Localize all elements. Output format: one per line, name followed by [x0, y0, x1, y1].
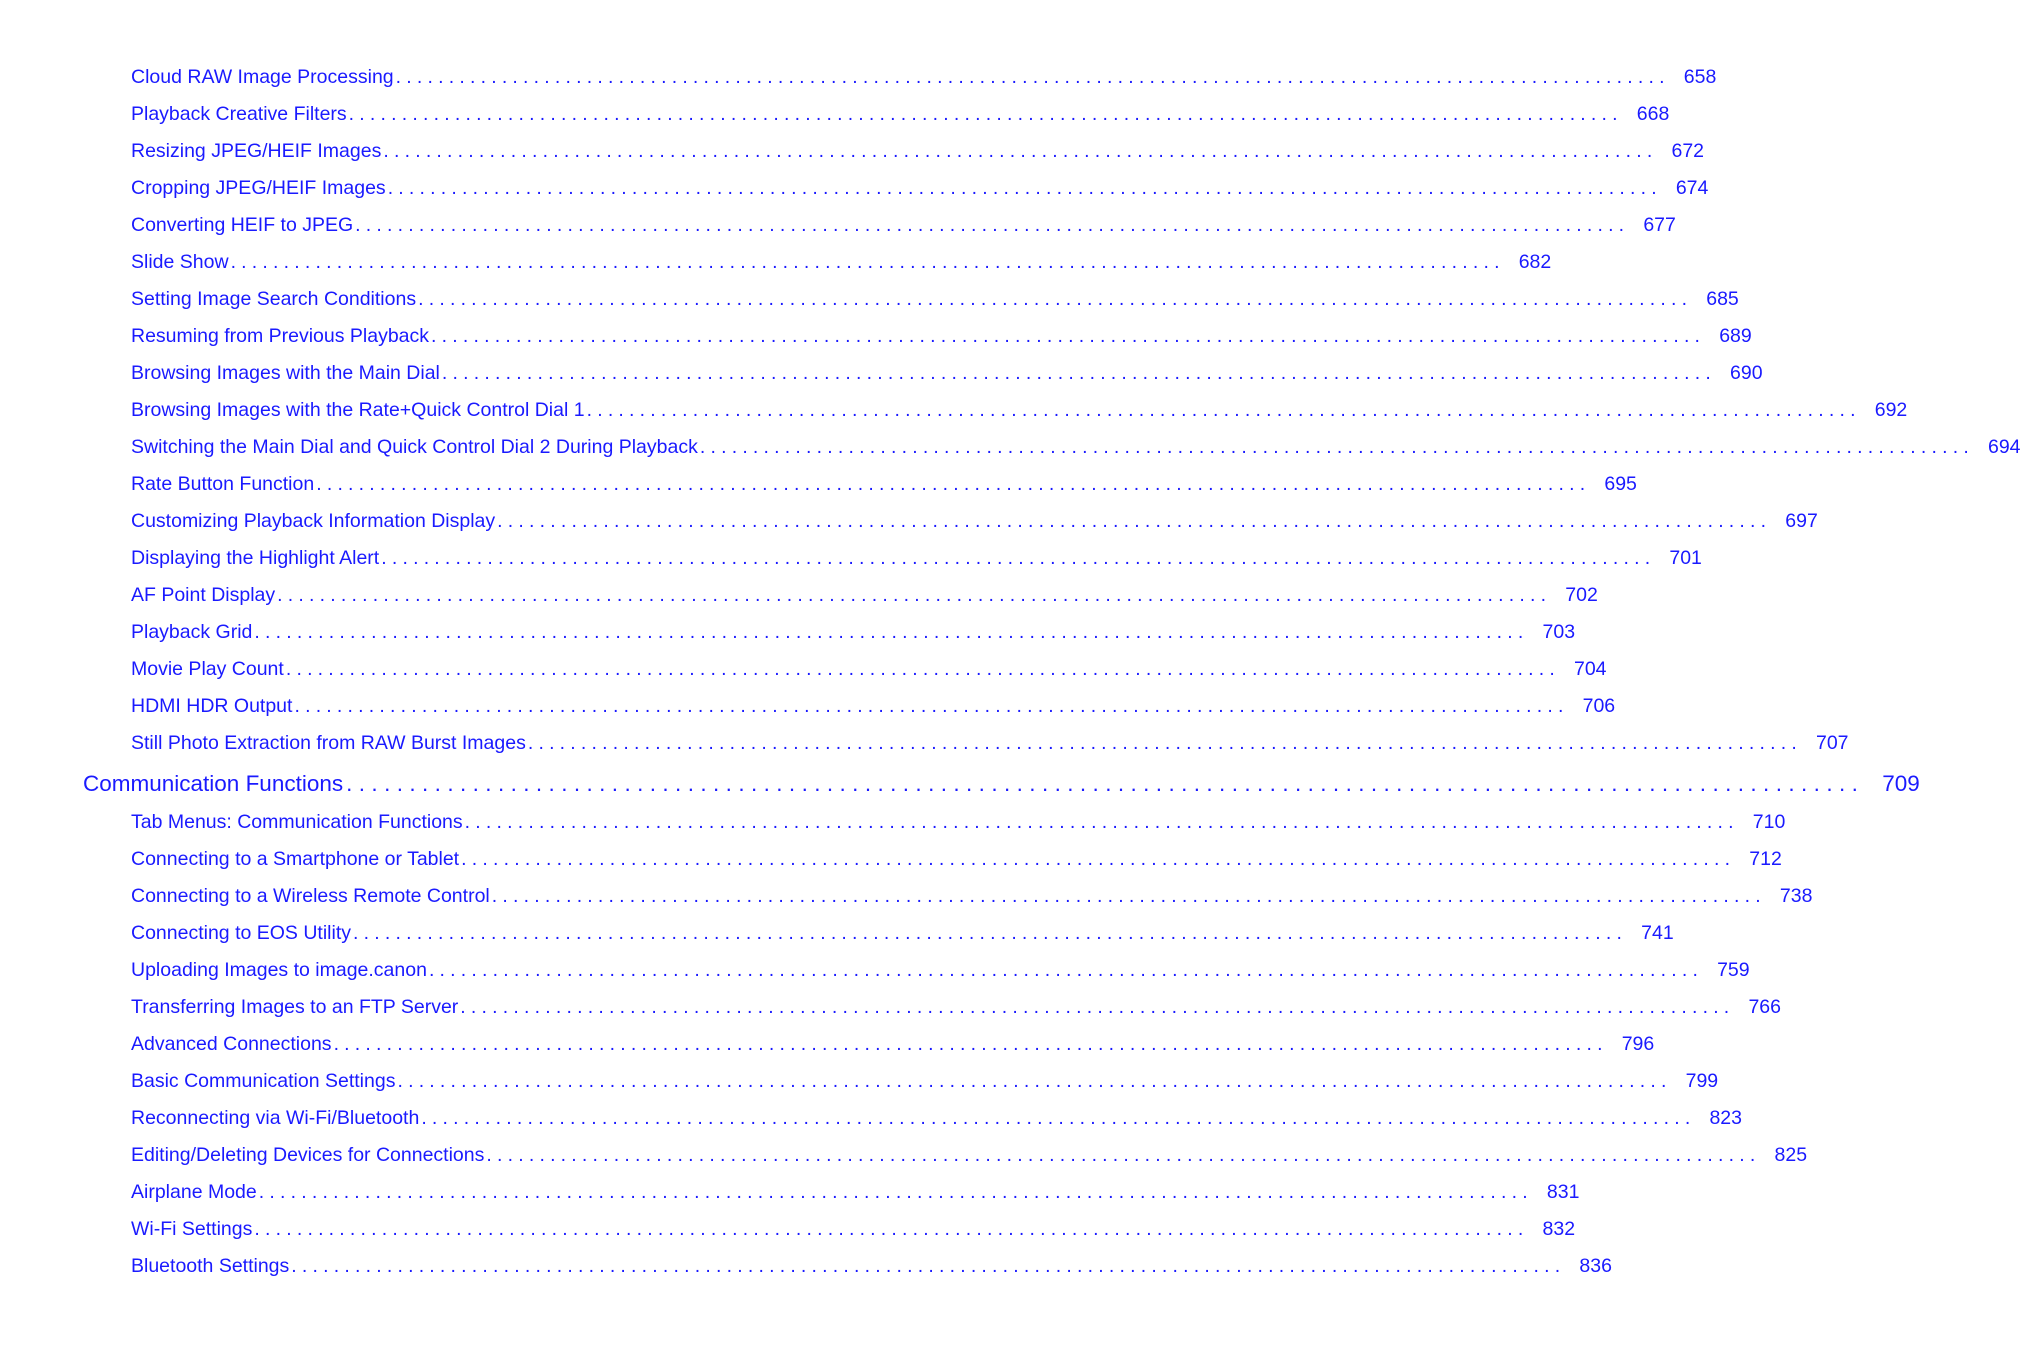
toc-entry-link[interactable]: [131, 286, 1739, 312]
dot-leader: ........................................................................................................................: [348, 103, 1623, 125]
toc-page-number: 706: [1582, 695, 1616, 717]
toc-entry-title: Airplane Mode: [131, 1181, 257, 1203]
toc-entry-link[interactable]: [131, 434, 2021, 460]
toc-page-number: 823: [1709, 1107, 1742, 1129]
toc-entry-title: Connecting to a Wireless Remote Control: [131, 885, 490, 907]
dot-leader: ........................................................................................................................: [333, 1033, 1608, 1055]
toc-entry-link[interactable]: [131, 582, 1598, 608]
toc-entry-title: Browsing Images with the Rate+Quick Control Dial 1: [131, 399, 585, 421]
dot-leader: ........................................................................................................................: [497, 510, 1772, 532]
toc-entry-title: Wi-Fi Settings: [131, 1218, 253, 1240]
toc-page-number: 658: [1683, 66, 1717, 88]
dot-leader: ........................................................................................................................: [285, 658, 1560, 680]
toc-entry-title: Advanced Connections: [131, 1033, 332, 1055]
toc-entry-title: Connecting to a Smartphone or Tablet: [131, 848, 460, 870]
toc-entry-title: Bluetooth Settings: [131, 1255, 290, 1277]
toc-page-number: 674: [1675, 177, 1709, 199]
toc-entry-title: Setting Image Search Conditions: [131, 288, 417, 310]
toc-entry-title: Playback Grid: [131, 621, 253, 643]
toc-entry-link[interactable]: [131, 249, 1552, 275]
toc-entry-link[interactable]: [131, 471, 1637, 497]
toc-entry-title: Transferring Images to an FTP Server: [131, 996, 459, 1018]
toc-page-number: 697: [1785, 510, 1818, 532]
toc-page-number: 689: [1719, 325, 1752, 347]
toc-entry-link[interactable]: [131, 1253, 1612, 1279]
toc-page-number: 738: [1779, 885, 1813, 907]
toc-entry-link[interactable]: [131, 1216, 1576, 1242]
toc-page-number: 712: [1749, 848, 1782, 870]
toc-entry-title: Rate Button Function: [131, 473, 315, 495]
toc-entry-title: Reconnecting via Wi-Fi/Bluetooth: [131, 1107, 420, 1129]
dot-leader: ........................................................................................................................: [699, 436, 1974, 458]
dot-leader: ........................................................................................................................: [527, 732, 1802, 754]
toc-entry-link[interactable]: [131, 1179, 1580, 1205]
toc-entry-link[interactable]: [131, 64, 1717, 90]
dot-leader: ........................................................................................................................: [383, 140, 1658, 162]
toc-page-number: 759: [1717, 959, 1750, 981]
toc-page-number: 709: [1882, 771, 1920, 796]
toc-page-number: 704: [1573, 658, 1607, 680]
toc-page-number: 831: [1546, 1181, 1580, 1203]
toc-entry-title: Uploading Images to image.canon: [131, 959, 427, 981]
toc-entry-link[interactable]: [131, 138, 1705, 164]
toc-entry-link[interactable]: [131, 1105, 1742, 1131]
toc-page-number: 796: [1621, 1033, 1655, 1055]
toc-page-number: 799: [1685, 1070, 1719, 1092]
toc-entry-link[interactable]: [131, 1142, 1808, 1168]
toc-entry-link[interactable]: [131, 101, 1670, 127]
dot-leader: ........................................................................................................................: [254, 621, 1529, 643]
toc-page-number: 707: [1815, 732, 1849, 754]
toc-section-link[interactable]: [83, 769, 1920, 799]
toc-entry-title: Resuming from Previous Playback: [131, 325, 430, 347]
toc-entry-title: Cropping JPEG/HEIF Images: [131, 177, 386, 199]
toc-entry-title: Basic Communication Settings: [131, 1070, 396, 1092]
toc-entry-link[interactable]: [131, 1031, 1655, 1057]
toc-page-number: 690: [1730, 362, 1763, 384]
toc-entry-link[interactable]: [131, 883, 1813, 909]
toc-entry-link[interactable]: [131, 619, 1576, 645]
toc-entry-title: Cloud RAW Image Processing: [131, 66, 394, 88]
dot-leader: ........................................................................................................................: [277, 584, 1552, 606]
dot-leader: ........................................................................................................................: [441, 362, 1717, 384]
toc-entry-title: Switching the Main Dial and Quick Control Dial 2 During Playback: [131, 436, 698, 458]
dot-leader: ........................................................................................................................: [491, 885, 1766, 907]
toc-entry-link[interactable]: [131, 846, 1782, 872]
toc-entry-title: AF Point Display: [131, 584, 276, 606]
dot-leader: ........................................................................................................................: [294, 695, 1569, 717]
dot-leader: ........................................................................................................................: [464, 811, 1739, 833]
dot-leader: ........................................................................................................................: [316, 473, 1591, 495]
dot-leader: ........................................................................................................................: [395, 66, 1670, 88]
toc-entry-link[interactable]: [131, 212, 1676, 238]
dot-leader: ........................................................................................................................: [486, 1144, 1761, 1166]
toc-entry-title: Still Photo Extraction from RAW Burst Images: [131, 732, 526, 754]
dot-leader: ........................................................................................................................: [291, 1255, 1566, 1277]
toc-entry-link[interactable]: [131, 397, 1908, 423]
dot-leader: ........................................................................................................................: [230, 251, 1505, 273]
toc-entry-link[interactable]: [131, 656, 1607, 682]
toc-entry-title: Displaying the Highlight Alert: [131, 547, 380, 569]
dot-leader: ........................................................................................................................: [431, 325, 1706, 347]
toc-page-number: 682: [1518, 251, 1552, 273]
toc-page-number: 836: [1579, 1255, 1612, 1277]
toc-entry-link[interactable]: [131, 809, 1786, 835]
toc-entry-link[interactable]: [131, 508, 1818, 534]
toc-entry-link[interactable]: [131, 1068, 1719, 1094]
toc-page-number: 825: [1774, 1144, 1808, 1166]
toc-entry-title: Resizing JPEG/HEIF Images: [131, 140, 382, 162]
toc-entry-title: Converting HEIF to JPEG: [131, 214, 354, 236]
dot-leader: ........................................................................................................................: [381, 547, 1656, 569]
toc-page-number: 685: [1706, 288, 1739, 310]
toc-entry-title: Browsing Images with the Main Dial: [131, 362, 440, 384]
toc-page-number: 695: [1604, 473, 1637, 495]
dot-leader: ........................................................................................................................: [387, 177, 1662, 199]
toc-entry-title: Slide Show: [131, 251, 229, 273]
toc-page-number: 694: [1987, 436, 2021, 458]
toc-page-number: 668: [1636, 103, 1670, 125]
dot-leader: ........................................................................................................................: [460, 996, 1735, 1018]
dot-leader: ........................................................................................................................: [353, 922, 1628, 944]
toc-page-number: 672: [1671, 140, 1705, 162]
toc-entry-link[interactable]: [131, 994, 1781, 1020]
toc-page-number: 677: [1643, 214, 1676, 236]
dot-leader: ........................................................................................................................: [461, 848, 1736, 870]
toc-entry-link[interactable]: [131, 920, 1674, 946]
dot-leader: ........................................................................................................................: [397, 1070, 1672, 1092]
toc-page-number: 703: [1542, 621, 1576, 643]
dot-leader: ........................................................................................................................: [346, 771, 1865, 796]
dot-leader: ........................................................................................................................: [254, 1218, 1529, 1240]
toc-entry-link[interactable]: [131, 730, 1849, 756]
toc-page-number: 832: [1542, 1218, 1576, 1240]
toc-entry-title: HDMI HDR Output: [131, 695, 293, 717]
toc-entry-link[interactable]: [131, 957, 1750, 983]
toc-entry-title: Tab Menus: Communication Functions: [131, 811, 463, 833]
toc-entry-title: Connecting to EOS Utility: [131, 922, 352, 944]
toc-page-number: 741: [1641, 922, 1674, 944]
toc-entry-title: Playback Creative Filters: [131, 103, 347, 125]
dot-leader: ........................................................................................................................: [418, 288, 1693, 310]
toc-page-number: 702: [1565, 584, 1598, 606]
toc-entry-title: Editing/Deleting Devices for Connections: [131, 1144, 485, 1166]
dot-leader: ........................................................................................................................: [355, 214, 1630, 236]
toc-entry-link[interactable]: [131, 545, 1702, 571]
dot-leader: ........................................................................................................................: [258, 1181, 1533, 1203]
toc-entry-link[interactable]: [131, 323, 1752, 349]
dot-leader: ........................................................................................................................: [428, 959, 1704, 981]
toc-entry-title: Customizing Playback Information Display: [131, 510, 496, 532]
dot-leader: ........................................................................................................................: [421, 1107, 1696, 1129]
toc-entry-link[interactable]: [131, 693, 1616, 719]
toc-entry-title: Movie Play Count: [131, 658, 284, 680]
dot-leader: ........................................................................................................................: [586, 399, 1861, 421]
toc-entry-link[interactable]: [131, 175, 1709, 201]
toc-page-number: 692: [1874, 399, 1908, 421]
toc-entry-title: Communication Functions: [83, 771, 344, 796]
toc-entry-link[interactable]: [131, 360, 1763, 386]
toc-page-number: 766: [1748, 996, 1781, 1018]
toc-page-number: 701: [1669, 547, 1702, 569]
toc-page-number: 710: [1752, 811, 1786, 833]
